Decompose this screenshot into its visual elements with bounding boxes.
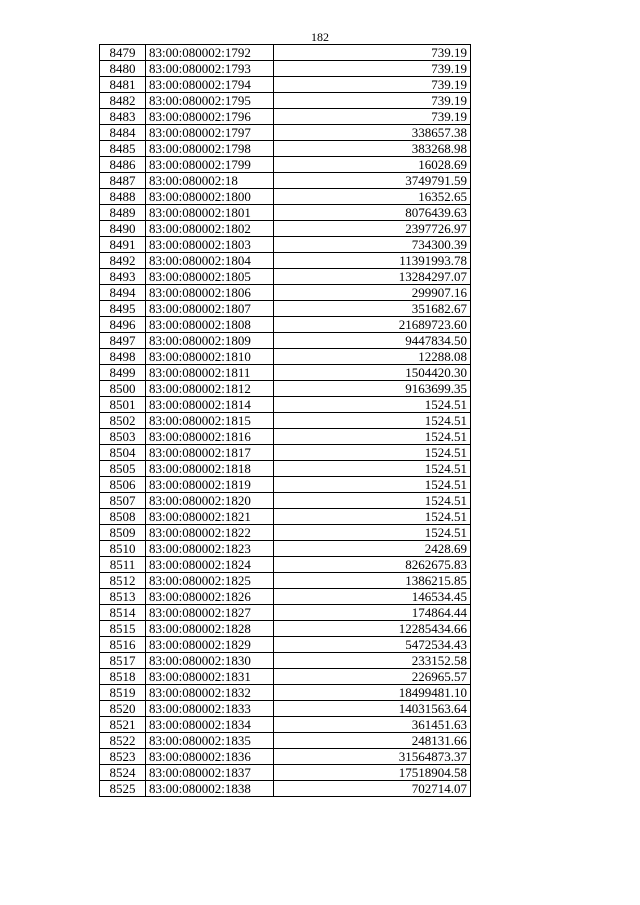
cadastral-number-cell: 83:00:080002:1798 (146, 141, 274, 157)
cadastral-number-cell: 83:00:080002:1821 (146, 509, 274, 525)
row-number-cell: 8493 (100, 269, 146, 285)
row-number-cell: 8509 (100, 525, 146, 541)
table-row (100, 413, 471, 429)
value-cell: 1524.51 (274, 525, 471, 541)
value-cell: 739.19 (274, 45, 471, 61)
row-number-cell: 8484 (100, 125, 146, 141)
row-number-cell: 8510 (100, 541, 146, 557)
table-row (100, 685, 471, 701)
table-row (100, 621, 471, 637)
value-cell: 21689723.60 (274, 317, 471, 333)
cadastral-number-cell: 83:00:080002:1803 (146, 237, 274, 253)
value-cell: 5472534.43 (274, 637, 471, 653)
row-number-cell: 8492 (100, 253, 146, 269)
table-row (100, 429, 471, 445)
table-row (100, 365, 471, 381)
row-number-cell: 8512 (100, 573, 146, 589)
cadastral-number-cell: 83:00:080002:1830 (146, 653, 274, 669)
value-cell: 739.19 (274, 109, 471, 125)
cadastral-number-cell: 83:00:080002:1828 (146, 621, 274, 637)
table-row (100, 189, 471, 205)
value-cell: 739.19 (274, 61, 471, 77)
row-number-cell: 8524 (100, 765, 146, 781)
table-row (100, 541, 471, 557)
table-row (100, 509, 471, 525)
table-row (100, 605, 471, 621)
value-cell: 1524.51 (274, 493, 471, 509)
row-number-cell: 8517 (100, 653, 146, 669)
row-number-cell: 8501 (100, 397, 146, 413)
table-row (100, 269, 471, 285)
cadastral-number-cell: 83:00:080002:1832 (146, 685, 274, 701)
table-row (100, 461, 471, 477)
row-number-cell: 8490 (100, 221, 146, 237)
row-number-cell: 8521 (100, 717, 146, 733)
cadastral-number-cell: 83:00:080002:1817 (146, 445, 274, 461)
value-cell: 1524.51 (274, 397, 471, 413)
cadastral-number-cell: 83:00:080002:1807 (146, 301, 274, 317)
row-number-cell: 8486 (100, 157, 146, 173)
cadastral-number-cell: 83:00:080002:1826 (146, 589, 274, 605)
cadastral-number-cell: 83:00:080002:1818 (146, 461, 274, 477)
table-row (100, 237, 471, 253)
cadastral-number-cell: 83:00:080002:1797 (146, 125, 274, 141)
cadastral-number-cell: 83:00:080002:1810 (146, 349, 274, 365)
row-number-cell: 8498 (100, 349, 146, 365)
cadastral-number-cell: 83:00:080002:1823 (146, 541, 274, 557)
value-cell: 248131.66 (274, 733, 471, 749)
table-row (100, 317, 471, 333)
row-number-cell: 8505 (100, 461, 146, 477)
page-number: 182 (311, 30, 329, 44)
cadastral-number-cell: 83:00:080002:1811 (146, 365, 274, 381)
row-number-cell: 8482 (100, 93, 146, 109)
cadastral-number-cell: 83:00:080002:1833 (146, 701, 274, 717)
row-number-cell: 8523 (100, 749, 146, 765)
row-number-cell: 8483 (100, 109, 146, 125)
cadastral-number-cell: 83:00:080002:1815 (146, 413, 274, 429)
cadastral-number-cell: 83:00:080002:1824 (146, 557, 274, 573)
value-cell: 351682.67 (274, 301, 471, 317)
value-cell: 1386215.85 (274, 573, 471, 589)
row-number-cell: 8502 (100, 413, 146, 429)
cadastral-number-cell: 83:00:080002:1819 (146, 477, 274, 493)
value-cell: 2428.69 (274, 541, 471, 557)
row-number-cell: 8514 (100, 605, 146, 621)
value-cell: 3749791.59 (274, 173, 471, 189)
table-row (100, 493, 471, 509)
row-number-cell: 8519 (100, 685, 146, 701)
value-cell: 31564873.37 (274, 749, 471, 765)
cadastral-number-cell: 83:00:080002:1804 (146, 253, 274, 269)
row-number-cell: 8525 (100, 781, 146, 797)
table-row (100, 205, 471, 221)
value-cell: 8076439.63 (274, 205, 471, 221)
row-number-cell: 8520 (100, 701, 146, 717)
row-number-cell: 8506 (100, 477, 146, 493)
cadastral-number-cell: 83:00:080002:1836 (146, 749, 274, 765)
row-number-cell: 8485 (100, 141, 146, 157)
row-number-cell: 8496 (100, 317, 146, 333)
value-cell: 17518904.58 (274, 765, 471, 781)
table-row (100, 445, 471, 461)
value-cell: 226965.57 (274, 669, 471, 685)
row-number-cell: 8494 (100, 285, 146, 301)
table-row (100, 109, 471, 125)
value-cell: 14031563.64 (274, 701, 471, 717)
row-number-cell: 8500 (100, 381, 146, 397)
table-row (100, 397, 471, 413)
cadastral-number-cell: 83:00:080002:1799 (146, 157, 274, 173)
table-row (100, 285, 471, 301)
table-row (100, 589, 471, 605)
row-number-cell: 8503 (100, 429, 146, 445)
table-row (100, 61, 471, 77)
table-row (100, 301, 471, 317)
cadastral-number-cell: 83:00:080002:1829 (146, 637, 274, 653)
table-row (100, 477, 471, 493)
table-row (100, 749, 471, 765)
table-row (100, 221, 471, 237)
cadastral-number-cell: 83:00:080002:1835 (146, 733, 274, 749)
cadastral-number-cell: 83:00:080002:1827 (146, 605, 274, 621)
value-cell: 16352.65 (274, 189, 471, 205)
value-cell: 18499481.10 (274, 685, 471, 701)
cadastral-value-table (99, 44, 471, 797)
value-cell: 12285434.66 (274, 621, 471, 637)
cadastral-number-cell: 83:00:080002:18 (146, 173, 274, 189)
table-row (100, 765, 471, 781)
row-number-cell: 8499 (100, 365, 146, 381)
cadastral-number-cell: 83:00:080002:1822 (146, 525, 274, 541)
table-row (100, 173, 471, 189)
row-number-cell: 8507 (100, 493, 146, 509)
cadastral-number-cell: 83:00:080002:1837 (146, 765, 274, 781)
cadastral-number-cell: 83:00:080002:1831 (146, 669, 274, 685)
value-cell: 1524.51 (274, 413, 471, 429)
value-cell: 9163699.35 (274, 381, 471, 397)
cadastral-number-cell: 83:00:080002:1796 (146, 109, 274, 125)
value-cell: 16028.69 (274, 157, 471, 173)
value-cell: 739.19 (274, 77, 471, 93)
value-cell: 2397726.97 (274, 221, 471, 237)
table-row (100, 253, 471, 269)
row-number-cell: 8488 (100, 189, 146, 205)
row-number-cell: 8511 (100, 557, 146, 573)
value-cell: 11391993.78 (274, 253, 471, 269)
table-row (100, 653, 471, 669)
value-cell: 146534.45 (274, 589, 471, 605)
cadastral-number-cell: 83:00:080002:1806 (146, 285, 274, 301)
table-row (100, 717, 471, 733)
table-row (100, 701, 471, 717)
table-row (100, 381, 471, 397)
value-cell: 338657.38 (274, 125, 471, 141)
cadastral-number-cell: 83:00:080002:1808 (146, 317, 274, 333)
value-cell: 1524.51 (274, 477, 471, 493)
value-cell: 1524.51 (274, 429, 471, 445)
cadastral-number-cell: 83:00:080002:1812 (146, 381, 274, 397)
row-number-cell: 8522 (100, 733, 146, 749)
value-cell: 361451.63 (274, 717, 471, 733)
row-number-cell: 8487 (100, 173, 146, 189)
table-row (100, 93, 471, 109)
value-cell: 233152.58 (274, 653, 471, 669)
cadastral-number-cell: 83:00:080002:1800 (146, 189, 274, 205)
table-row (100, 573, 471, 589)
table-row (100, 77, 471, 93)
row-number-cell: 8516 (100, 637, 146, 653)
value-cell: 299907.16 (274, 285, 471, 301)
table-row (100, 45, 471, 61)
row-number-cell: 8479 (100, 45, 146, 61)
cadastral-number-cell: 83:00:080002:1814 (146, 397, 274, 413)
value-cell: 383268.98 (274, 141, 471, 157)
value-cell: 1504420.30 (274, 365, 471, 381)
cadastral-number-cell: 83:00:080002:1820 (146, 493, 274, 509)
table-row (100, 669, 471, 685)
row-number-cell: 8491 (100, 237, 146, 253)
value-cell: 1524.51 (274, 445, 471, 461)
cadastral-number-cell: 83:00:080002:1801 (146, 205, 274, 221)
table-row (100, 525, 471, 541)
value-cell: 734300.39 (274, 237, 471, 253)
table-row (100, 125, 471, 141)
table-row (100, 637, 471, 653)
cadastral-number-cell: 83:00:080002:1792 (146, 45, 274, 61)
table-row (100, 781, 471, 797)
value-cell: 12288.08 (274, 349, 471, 365)
cadastral-number-cell: 83:00:080002:1834 (146, 717, 274, 733)
cadastral-number-cell: 83:00:080002:1794 (146, 77, 274, 93)
row-number-cell: 8504 (100, 445, 146, 461)
row-number-cell: 8518 (100, 669, 146, 685)
table-row (100, 141, 471, 157)
cadastral-number-cell: 83:00:080002:1795 (146, 93, 274, 109)
cadastral-number-cell: 83:00:080002:1816 (146, 429, 274, 445)
value-cell: 9447834.50 (274, 333, 471, 349)
value-cell: 702714.07 (274, 781, 471, 797)
row-number-cell: 8495 (100, 301, 146, 317)
table-row (100, 349, 471, 365)
row-number-cell: 8481 (100, 77, 146, 93)
row-number-cell: 8513 (100, 589, 146, 605)
row-number-cell: 8515 (100, 621, 146, 637)
table-body (100, 45, 471, 797)
cadastral-number-cell: 83:00:080002:1805 (146, 269, 274, 285)
cadastral-number-cell: 83:00:080002:1838 (146, 781, 274, 797)
cadastral-number-cell: 83:00:080002:1809 (146, 333, 274, 349)
table-row (100, 733, 471, 749)
cadastral-number-cell: 83:00:080002:1825 (146, 573, 274, 589)
row-number-cell: 8489 (100, 205, 146, 221)
row-number-cell: 8508 (100, 509, 146, 525)
table-row (100, 557, 471, 573)
table-row (100, 157, 471, 173)
value-cell: 174864.44 (274, 605, 471, 621)
value-cell: 739.19 (274, 93, 471, 109)
cadastral-number-cell: 83:00:080002:1802 (146, 221, 274, 237)
cadastral-number-cell: 83:00:080002:1793 (146, 61, 274, 77)
value-cell: 8262675.83 (274, 557, 471, 573)
value-cell: 13284297.07 (274, 269, 471, 285)
table-row (100, 333, 471, 349)
value-cell: 1524.51 (274, 509, 471, 525)
row-number-cell: 8497 (100, 333, 146, 349)
value-cell: 1524.51 (274, 461, 471, 477)
row-number-cell: 8480 (100, 61, 146, 77)
